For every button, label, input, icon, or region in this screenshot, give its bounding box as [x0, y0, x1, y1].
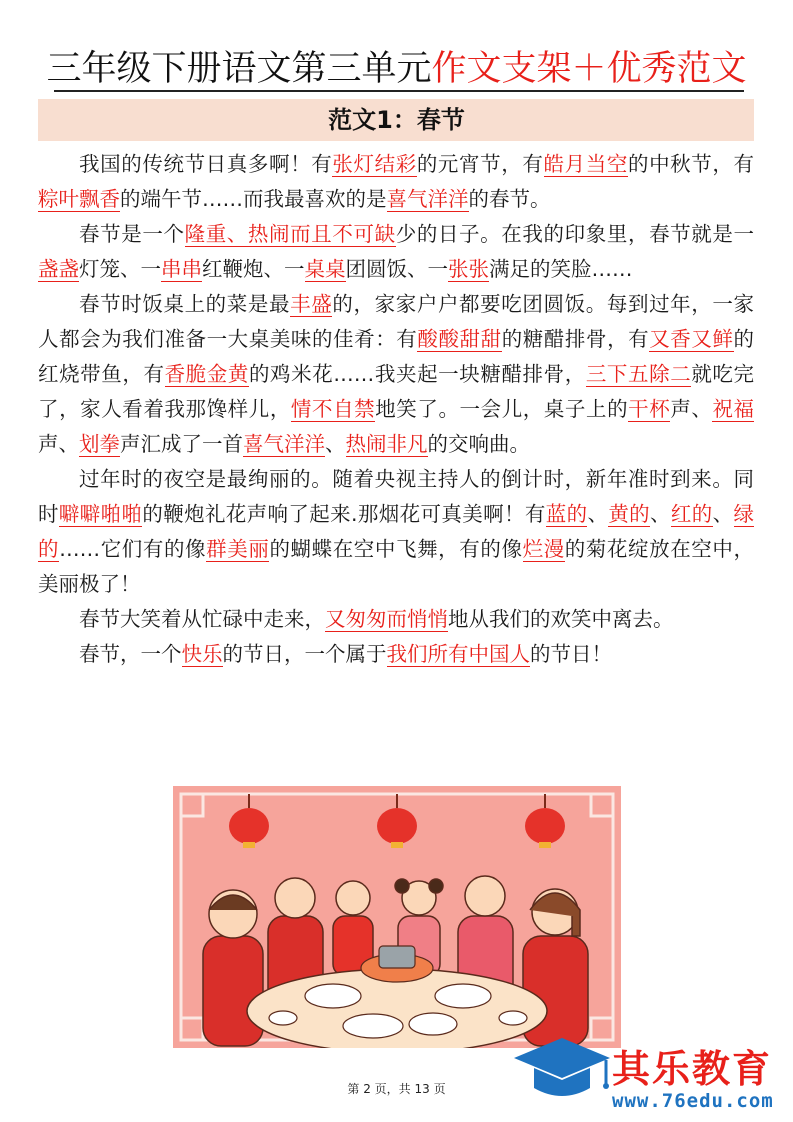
highlighted-phrase: 张灯结彩	[332, 152, 417, 176]
highlighted-phrase: 烂漫	[522, 537, 565, 561]
essay-text: 、	[712, 502, 734, 526]
essay-text: 的节日！	[530, 642, 612, 666]
essay-text: 春节是一个	[79, 222, 185, 246]
essay-paragraph	[38, 602, 754, 637]
title-highlight: 作文支架＋优秀范文	[431, 49, 747, 89]
essay-text: 红鞭炮、一	[202, 257, 305, 281]
essay-text: 的糖醋排骨，有	[501, 327, 650, 351]
essay-text: 团圆饭、一	[345, 257, 448, 281]
essay-text: 春节大笑着从忙碌中走来，	[79, 607, 325, 631]
essay-text: 、	[325, 432, 346, 456]
highlighted-phrase: 隆重、热闹而且不可缺	[184, 222, 396, 246]
essay-text: 的菊花绽放在空中，美丽极了！	[38, 537, 754, 596]
highlighted-phrase: 张张	[448, 257, 489, 281]
highlighted-phrase: 群美丽	[206, 537, 270, 561]
highlighted-phrase: 情不自禁	[290, 397, 376, 421]
essay-text: 少的日子。在我的印象里，春节就是一	[395, 222, 755, 246]
essay-text: 声汇成了一首	[120, 432, 243, 456]
highlighted-phrase: 热闹非凡	[345, 432, 428, 456]
highlighted-phrase: 干杯	[628, 397, 671, 421]
essay-text: 的鞭炮礼花声响了起来.那烟花可真美啊！有	[142, 502, 546, 526]
essay-text: 满足的笑脸……	[489, 257, 633, 281]
highlighted-phrase: 三下五除二	[585, 362, 692, 386]
essay-paragraph	[38, 147, 754, 217]
essay-paragraph	[38, 462, 754, 602]
essay-text: 的端午节……而我最喜欢的是	[120, 187, 387, 211]
essay-text: 灯笼、一	[79, 257, 161, 281]
essay-text: 声、	[670, 397, 713, 421]
essay-text: 的蝴蝶在空中飞舞，有的像	[269, 537, 523, 561]
highlighted-phrase: 粽叶飘香	[38, 187, 120, 211]
essay-text: 地从我们的欢笑中离去。	[448, 607, 674, 631]
essay-text: 就吃完了，家人看着我那馋样儿，	[38, 362, 754, 421]
essay-text: 的中秋节，有	[627, 152, 755, 176]
essay-text: 的春节。	[468, 187, 551, 211]
page-number: 第 2 页，共 13 页	[347, 1082, 446, 1096]
essay-text: 的交响曲。	[427, 432, 530, 456]
highlighted-phrase: 蓝的	[545, 502, 588, 526]
highlighted-phrase: 又匆匆而悄悄	[325, 607, 448, 631]
essay-paragraph	[38, 217, 754, 287]
essay-body	[38, 147, 754, 672]
essay-text: 、	[650, 502, 671, 526]
essay-paragraph	[38, 637, 754, 672]
essay-text: 声、	[38, 432, 79, 456]
family-reunion-dinner-illustration	[173, 786, 621, 1048]
essay-text: 、	[587, 502, 609, 526]
highlighted-phrase: 又香又鲜	[649, 327, 734, 351]
section-title: 范文1：春节	[328, 106, 465, 134]
brand-url: www.76edu.com	[612, 1090, 774, 1112]
essay-text: 过年时的夜空是最绚丽的。随着央视主持人的倒计时，新年准时到来。同时	[38, 467, 754, 526]
highlighted-phrase: 黄的	[608, 502, 651, 526]
highlighted-phrase: 我们所有中国人	[386, 642, 530, 666]
essay-paragraph	[38, 287, 754, 462]
highlighted-phrase: 盏盏	[38, 257, 79, 281]
essay-text: 地笑了。一会儿，桌子上的	[375, 397, 629, 421]
highlighted-phrase: 快乐	[181, 642, 223, 666]
essay-text: 的，家家户户都要吃团圆饭。每到过年，一家人都会为我们准备一大桌美味的佳肴：有	[38, 292, 755, 351]
essay-text: 的节日，一个属于	[222, 642, 387, 666]
essay-text: 的红烧带鱼，有	[38, 327, 755, 386]
highlighted-phrase: 噼噼啪啪	[58, 502, 143, 526]
highlighted-phrase: 红的	[670, 502, 713, 526]
highlighted-phrase: 香脆金黄	[164, 362, 249, 386]
highlighted-phrase: 丰盛	[290, 292, 333, 316]
essay-text: 的元宵节，有	[416, 152, 544, 176]
highlighted-phrase: 绿的	[38, 502, 755, 561]
highlighted-phrase: 串串	[161, 257, 202, 281]
essay-text: 的鸡米花……我夹起一块糖醋排骨，	[248, 362, 586, 386]
highlighted-phrase: 祝福	[712, 397, 755, 421]
brand-name: 其乐教育	[612, 1047, 773, 1091]
title-underline	[54, 90, 744, 92]
essay-text: 我国的传统节日真多啊！有	[79, 152, 333, 176]
essay-text: 春节时饭桌上的菜是最	[79, 292, 291, 316]
essay-text: ……它们有的像	[59, 537, 207, 561]
highlighted-phrase: 皓月当空	[543, 152, 628, 176]
highlighted-phrase: 喜气洋洋	[386, 187, 469, 211]
highlighted-phrase: 酸酸甜甜	[417, 327, 502, 351]
graduation-cap-icon	[514, 1038, 610, 1096]
document-title	[0, 44, 793, 94]
title-main: 三年级下册语文第三单元	[46, 49, 432, 89]
highlighted-phrase: 桌桌	[304, 257, 346, 281]
highlighted-phrase: 划拳	[79, 432, 120, 456]
highlighted-phrase: 喜气洋洋	[243, 432, 325, 456]
essay-text: 春节，一个	[79, 642, 182, 666]
